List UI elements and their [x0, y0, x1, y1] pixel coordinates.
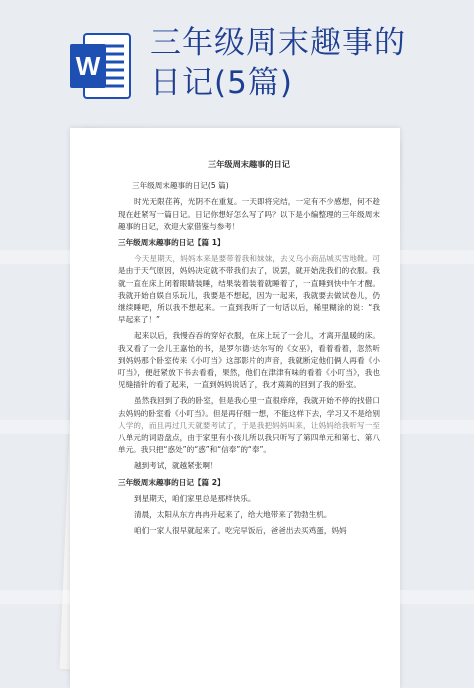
- paragraph-6: 清晨，太阳从东方冉冉升起来了，给大地带来了勃勃生机。: [134, 510, 332, 520]
- banner-title-line1: 三年级周末趣事的: [150, 25, 406, 61]
- watermark-band: [0, 250, 474, 264]
- paragraph-3: 虽然我回到了我的卧室，但是我心里一直很痒痒，我就开始不停的找借口去妈妈的卧室看《小叮当》。但是再仔细一想，不能这样下去，学习又不是给别人学的，而且再过几天就要考试了，于是我把妈妈叫来，让妈妈给我听写一至八单元的词语盘点，由于家里有小孩儿所以我只听写了第四单元和第七、第八单元。我只把“惑处”的“惑”和“信奉”的“奉”。: [118, 396, 380, 455]
- paragraph-7: 咱们一家人很早就起来了。吃完早饭后，爸爸出去买鸡蛋，妈妈: [134, 526, 347, 536]
- logo-letter: W: [75, 51, 101, 81]
- banner: [0, 0, 474, 130]
- document-subtitle: 三年级周末趣事的日记(5 篇): [132, 181, 229, 191]
- paragraph-4: 越到考试，就越紧张啊！: [134, 461, 218, 471]
- watermark-band: [0, 590, 474, 604]
- intro-paragraph: 时光无限荏苒，光阴不在重复。一天即将完结，一定有不少感想，何不趁现在赶紧写一篇日记。日记你想好怎么写了吗？以下是小编整理的三年级周末趣事的日记，欢迎大家借鉴与参考！: [118, 197, 380, 231]
- paragraph-1: 今天星期天，妈妈本来是要带着我和妹妹，去义乌小商品城买雪地靴。可是由于天气原因，妈妈决定就不带我们去了，说罢，就开始洗我们的衣服。我就一直在床上闭着眼睛装睡，结果装着装着就睡着了，一直睡到快中午才醒。我就开始自娱自乐玩儿，我要是不想起，因为一起来，我就要去做试卷儿，仍继续睡吧，所以我不想起来。一直到我听了一句话以后，稀里糊涂的说：“我早起来了！”: [118, 254, 380, 325]
- document-body: [118, 158, 380, 541]
- section-heading-2: 三年级周末趣事的日记【篇 2】: [118, 477, 225, 487]
- section-heading-1: 三年级周末趣事的日记【篇 1】: [118, 238, 225, 248]
- banner-title-line2: 日记(5篇): [150, 65, 293, 101]
- paragraph-2: 起来以后，我慢吞吞的穿好衣服，在床上玩了一会儿，才离开温暖的床。我又看了一会儿王嘉怡的书，是罗尔德·达尔写的《女巫》，看着看着，忽然听到妈妈那个卧室传来《小叮当》这部影片的声音，我就断定他们俩人再看《小叮当》，便赶紧放下书去看看，果然，他们在津津有味的看着《小叮当》，我也见缝插针的看了起来，一直到妈妈说话了，我才蔫蔫的回到了我的卧室。: [118, 331, 380, 390]
- watermark-band: [0, 420, 474, 434]
- document-title: 三年级周末趣事的日记: [208, 159, 290, 169]
- paragraph-5: 到星期天，咱们家里总是那样快乐。: [134, 493, 256, 503]
- word-document-icon: [68, 30, 134, 102]
